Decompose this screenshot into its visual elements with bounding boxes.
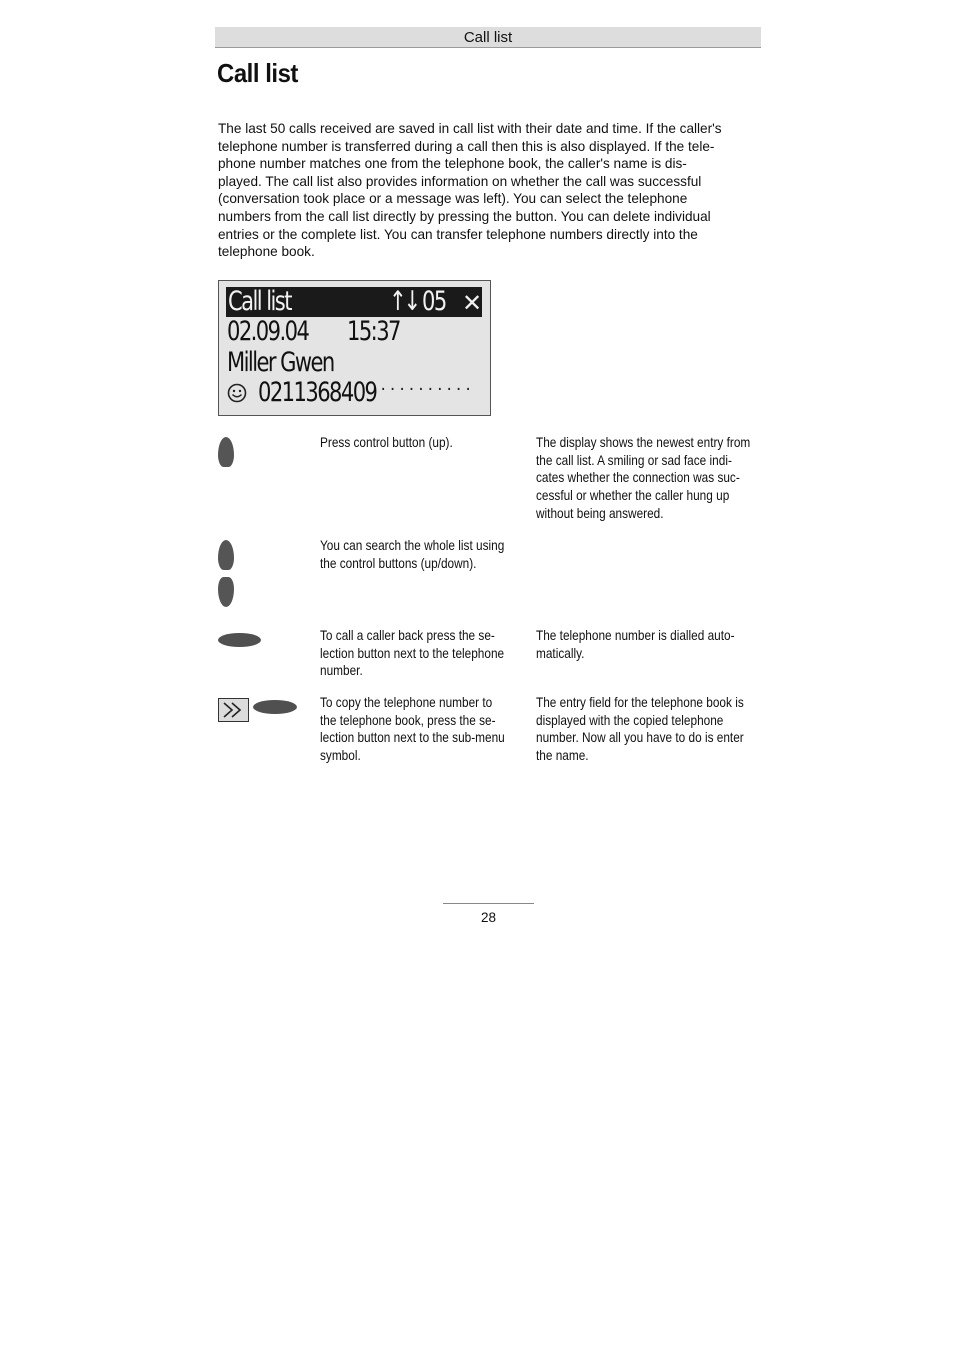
control-button-up-icon [218, 437, 234, 467]
close-icon: ✕ [462, 289, 483, 317]
step-1-action: Press control button (up). [320, 435, 453, 450]
step-3-result: The telephone number is dialled auto- matically. [536, 628, 735, 661]
step-3-action: To call a caller back press the se- lection button next to the telephone number. [320, 628, 505, 679]
display-time: 15:37 [347, 316, 400, 347]
display-phone-number: 0211368409 [258, 377, 377, 408]
step-2-action: You can search the whole list using the control buttons (up/down). [320, 538, 505, 571]
phone-display [218, 280, 491, 416]
control-button-down-icon [218, 577, 234, 607]
control-button-up-icon [218, 540, 234, 570]
step-4-result: The entry field for the telephone book is displayed with the copied telephone number. Now all you have to do is enter the name. [536, 695, 744, 764]
footer-rule [443, 903, 534, 904]
display-scroll-arrows: ↑↓ [389, 286, 419, 317]
display-fill-dots: ·········· [379, 382, 474, 398]
step-1-result: The display shows the newest entry from the call list. A smiling or sad face indi- cates whether the connection was suc- cessful or whether the caller hung up without being answered. [536, 435, 751, 521]
intro-paragraph: The last 50 calls received are saved in call list with their date and time. If the caller's telephone number is transferred during a call then this is also displayed. If the tele- phone number matches one from the telephone book, the caller's name is dis- played. The call list also provides information on whether the call was successful (conversation took place or a message was left). You can select the telephone numbers from the call list directly by pressing the button. You can delete individual entries or the complete list. You can transfer telephone numbers directly into the telephone book. [218, 121, 722, 260]
selection-button-icon [253, 700, 297, 714]
display-caller-name: Miller Gwen [227, 347, 334, 378]
step-4-action: To copy the telephone number to the telephone book, press the se- lection button next to the sub-menu symbol. [320, 695, 505, 764]
page-number: 28 [480, 910, 497, 925]
display-entry-count: 05 [422, 286, 446, 317]
submenu-icon [218, 698, 249, 722]
display-title: Call list [228, 286, 291, 317]
display-title-bar [226, 287, 482, 317]
selection-button-icon [218, 633, 261, 647]
smiley-icon [227, 383, 247, 403]
display-date: 02.09.04 [227, 316, 309, 347]
page-title: Call list [217, 58, 298, 88]
running-header: Call list [215, 27, 761, 48]
